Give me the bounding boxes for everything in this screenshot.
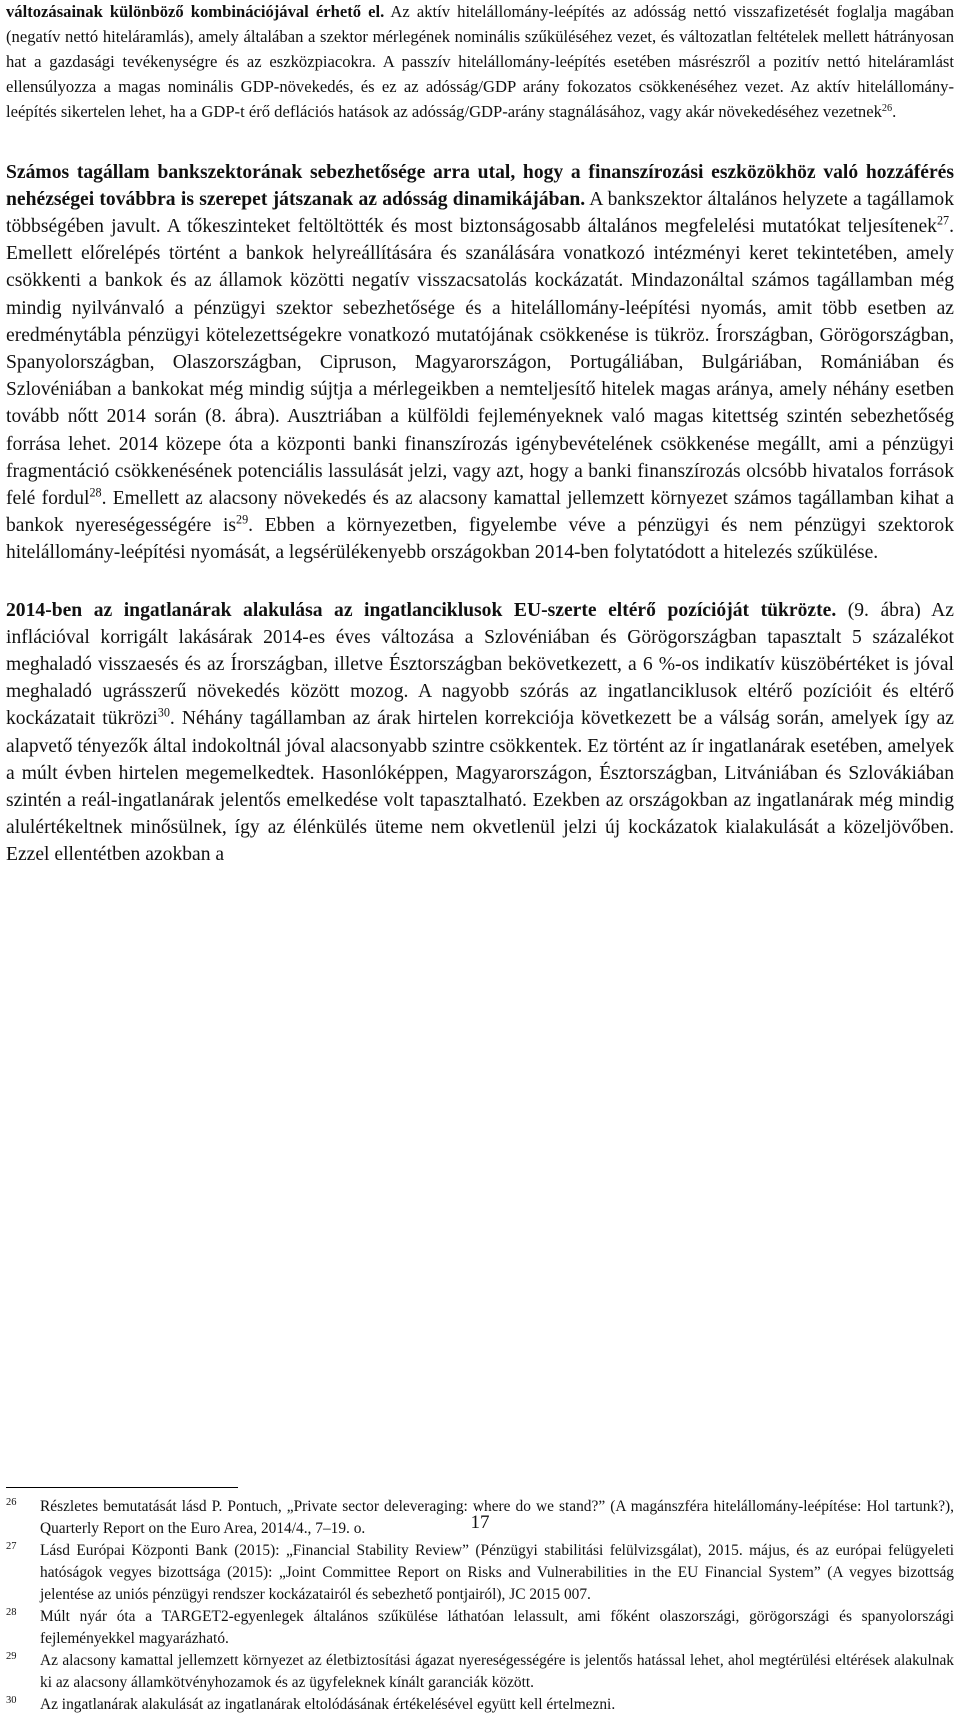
footnote-item [6,1540,954,1606]
paragraph-text: . Ebben a környezetben, figyelembe véve a pénzügyi és nem pénzügyi szektorok hitelállomány-leépítési nyomását, a legsérülékenyebb országokban 2014-ben folytatódott a hitelezés szűkülése. [6,515,954,564]
footnote-number: 30 [6,1695,17,1706]
footnote-separator [6,1487,238,1488]
footnote-number: 29 [6,1651,17,1662]
footnote-number: 28 [6,1607,17,1618]
paragraph-text: Az aktív hitelállomány-leépítés az adósság nettó visszafizetését foglalja magában (negatív nettó hiteláramlás), amely általában a szektor mérlegének nominális szűküléséhez vezet, és változatlan feltételek mellett hátrányosan hat a gazdasági tevékenységre és az eszközpiacokra. A passzív hitelállomány-leépítés esetében másrészről a pozitív nettó hiteláramlást ellensúlyozza a magas nominális GDP-növekedés, és ez az adósság/GDP arány fokozatos csökkenéséhez vezet. Az aktív hitelállomány-leépítés sikertelen lehet, ha a GDP-t érő deflációs hatások az adósság/GDP-arány stagnálásához, vagy akár növekedéséhez vezetnek [6,2,954,121]
paragraph-text: . Emellett előrelépés történt a bankok helyreállítására és szanálására vonatkozó intézményi keret tekintetében, amely csökkenti a bankok és az államok közötti negatív visszacsatolás kockázatát. Mindazonáltal számos tagállamban még mindig nyilvánvaló a pénzügyi szektor sebezhetősége és a hitelállomány-leépítési nyomás, amit több esetben az eredménytábla pénzügyi kötelezettségekre vonatkozó mutatójának csökkenése is tükröz. Írországban, Görögországban, Spanyolországban, Olaszországban, Cipruson, Magyarországon, Portugáliában, Bulgáriában, Romániában és Szlovéniában a bankokat még mindig sújtja a mérlegeikben a nemteljesítő hitelek magas aránya, amely néhány esetben tovább nőtt 2014 során (8. ábra). Ausztriában a külföldi fejleményeknek való magas kitettség szintén sebezhetőség forrása lehet. 2014 közepe óta a központi banki finanszírozás igénybevételének csökkenése megállt, ami a pénzügyi fragmentáció csökkenésének potenciális lassulását jelzi, vagy azt, hogy a banki finanszírozás olcsóbb hivatalos források felé fordul [6,215,954,509]
paragraph-house-prices [6,597,954,869]
footnote-number: 27 [6,1541,17,1552]
footnote-ref-28[interactable]: 28 [89,485,102,500]
paragraph-banking-sector [6,159,954,567]
paragraph-lead-bold: 2014-ben az ingatlanárak alakulása az ingatlanciklusok EU-szerte eltérő pozícióját tükrözte. [6,599,837,621]
paragraph-text-end: . [892,101,897,121]
footnote-text: Részletes bemutatását lásd P. Pontuch, „Private sector deleveraging: where do we stand?” (A magánszféra hitelállomány-leépítése: Hol tartunk?), Quarterly Report on the Euro Area, 2014/4., 7–19. o. [40,1498,954,1537]
paragraph-text: A bankszektor általános helyzete a tagállamok többségében javult. A tőkeszinteket feltöltötték és most biztonságosabb általános megfelelési mutatókat teljesítenek [6,188,955,237]
footnote-ref-30[interactable]: 30 [157,706,170,721]
paragraph-lead-bold: Számos tagállam bankszektorának sebezhetősége arra utal, hogy a finanszírozási eszközökhöz való hozzáférés nehézségei továbbra is szerepet játszanak az adósság dinamikájában. [6,161,954,210]
footnote-number: 26 [6,1497,17,1508]
footnote-text: Az ingatlanárak alakulását az ingatlanárak eltolódásának értékelésével együtt kell értelmezni. [40,1696,616,1713]
footnote-ref-26[interactable]: 26 [881,102,893,114]
footnote-text: Az alacsony kamattal jellemzett környezet az életbiztosítási ágazat nyereségességére is jelentős hatással lehet, ahol megtérülési eltérések alakulnak ki az alacsony államkötvényhozamok és az ügyfeleknek kínált garanciák között. [40,1652,954,1691]
paragraph-deleveraging [6,0,954,125]
footnote-item [6,1694,954,1716]
paragraph-text: . Emellett az alacsony növekedés és az alacsony kamattal jellemzett környezet számos tagállamban kihat a bankok nyereségességére is [6,487,954,537]
paragraph-text: . Néhány tagállamban az árak hirtelen korrekciója következett be a válság során, amelyek így az alapvető tényezők által indokoltnál jóval alacsonyabb szintre csökkentek. Ez történt az ír ingatlanárak esetében, amelyek a múlt évben hirtelen megemelkedtek. Hasonlóképpen, Magyarországon, Észtországban, Litvániában és Szlovákiában szintén a reál-ingatlanárak jelentős emelkedése volt tapasztalható. Ezekben az országokban az ingatlanárak még mindig alulértékeltnek minősülnek, így az élénkülés üteme nem okvetlenül jelzi új kockázatok kialakulását a közeljövőben. Ezzel ellentétben azokban a [6,708,955,866]
paragraph-lead-bold: változásainak különböző kombinációjával érhető el. [6,2,385,21]
footnote-ref-27[interactable]: 27 [936,213,950,228]
footnote-item [6,1650,954,1694]
footnote-item [6,1606,954,1650]
footnote-text: Lásd Európai Központi Bank (2015): „Financial Stability Review” (Pénzügyi stabilitási felülvizsgálat), 2015. május, és az európai felügyeleti hatóságok vegyes bizottsága (2015): „Joint Committee Report on Risks and Vulnerabilities in the EU Financial System” (A vegyes bizottság jelentése az uniós pénzügyi rendszer kockázatairól és sebezhető pontjairól), JC 2015 007. [40,1542,954,1603]
page-number: 17 [470,1512,490,1533]
footnote-text: Múlt nyár óta a TARGET2-egyenlegek általános szűkülése láthatóan lelassult, ami főként olaszországi, görögországi és spanyolországi fejleményekkel magyarázható. [40,1608,954,1647]
paragraph-text: (9. ábra) Az inflációval korrigált lakásárak 2014-es éves változása a Szlovéniában és Görögországban tapasztalt 5 százalékot meghaladó visszaesés és az Írországban, illetve Észtországban bekövetkezett, a 6 %-os indikatív küszöbértéket is jóval meghaladó ugrásszerű növekedés között mozog. A nagyobb szórás az ingatlanciklusok eltérő pozícióit és eltérő kockázatait tükrözi [6,599,954,730]
document-body [6,0,954,869]
footnote-ref-29[interactable]: 29 [236,512,249,527]
